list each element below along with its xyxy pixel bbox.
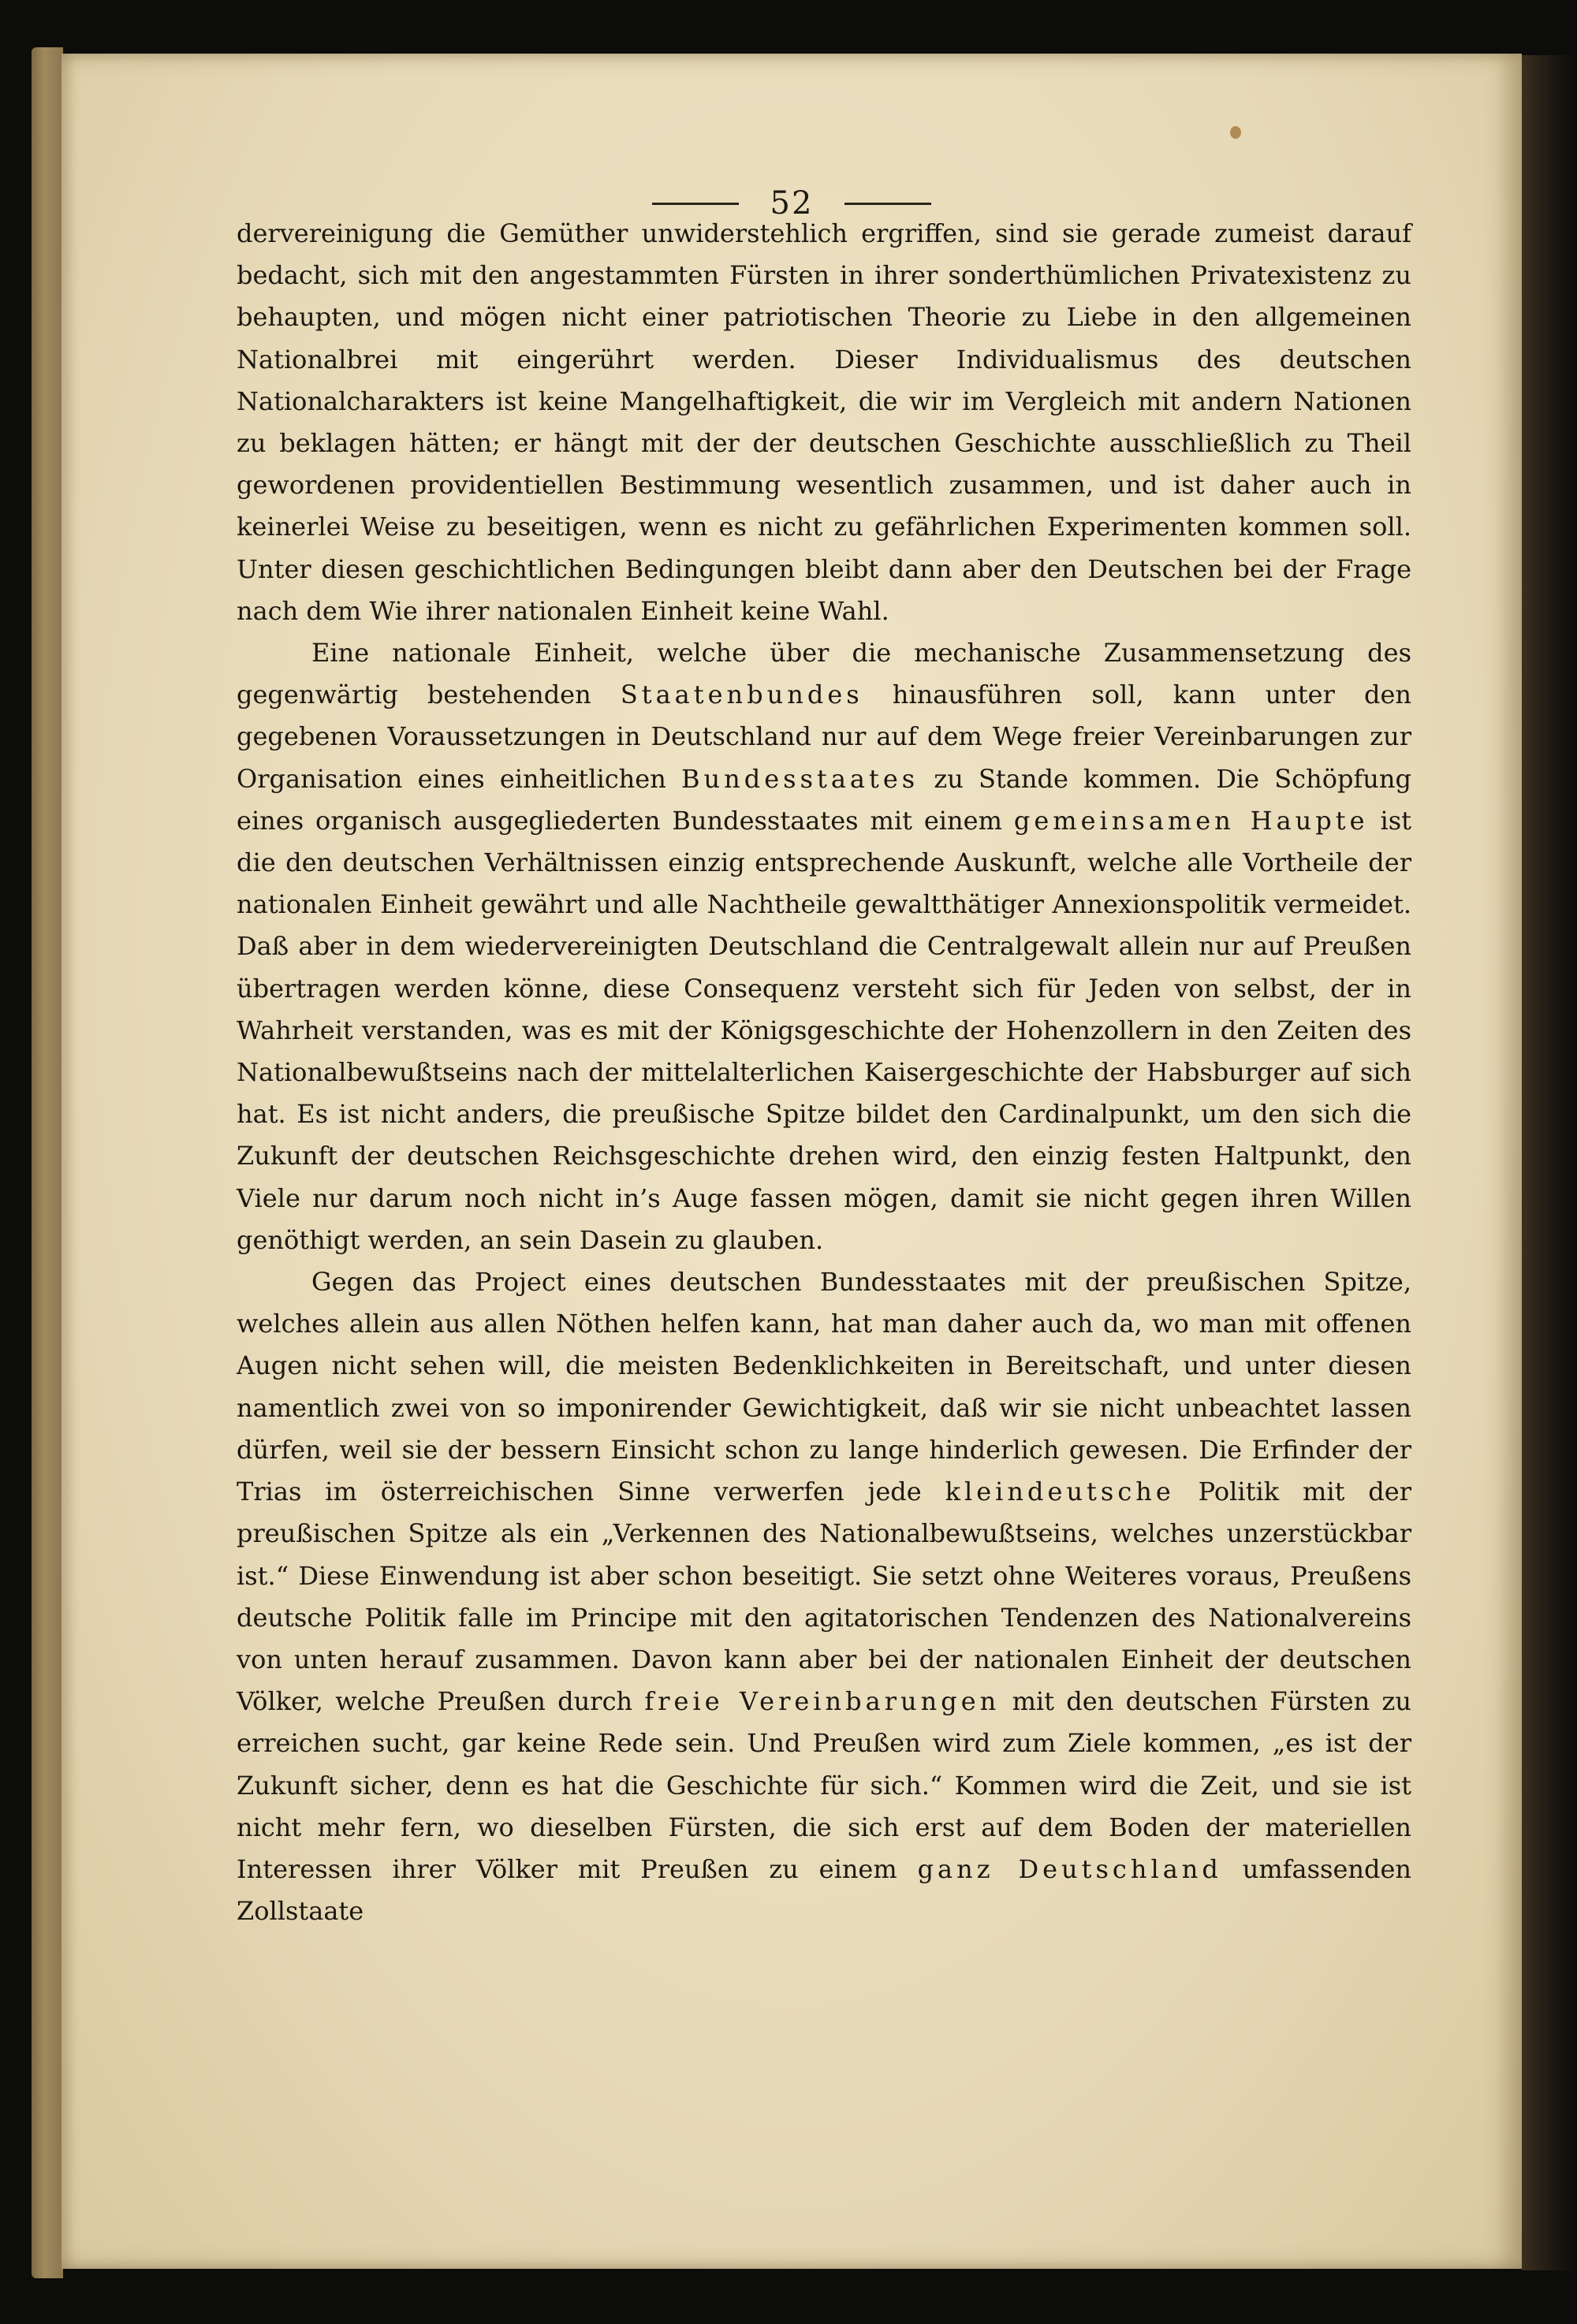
header-rule-right bbox=[844, 203, 931, 205]
paragraph-2 bbox=[237, 632, 1411, 1261]
paragraph-1 bbox=[237, 213, 1411, 632]
text-run: dervereinigung die Gemüther unwiderstehlich ergriffen, sind sie gerade zumeist darauf bedacht, sich mit den angestammten Fürsten in ihrer sonderthümlichen Privatexistenz zu behaupten, und mögen nicht einer patriotischen Theorie zu Liebe in den allgemeinen Nationalbrei mit eingerührt werden. Dieser Individualismus des deutschen Nationalcharakters ist keine Mangelhaftigkeit, die wir im Vergleich mit andern Nationen zu beklagen hätten; er hängt mit der der deutschen Geschichte ausschließlich zu Theil gewordenen providentiellen Bestimmung wesentlich zusammen, und ist daher auch in keinerlei Weise zu beseitigen, wenn es nicht zu gefährlichen Experimenten kommen soll. Unter diesen geschichtlichen Bedingungen bleibt dann aber den Deutschen bei der Frage nach dem Wie ihrer nationalen Einheit keine Wahl. bbox=[237, 218, 1411, 626]
paper-stain bbox=[1230, 126, 1241, 139]
text-run: hinausführen soll, kann unter den gegebenen Voraussetzungen in Deutschland nur auf dem Wege freier Vereinbarungen zur Organisation eines einheitlichen bbox=[237, 680, 1411, 794]
text-run: umfassenden Zollstaate bbox=[237, 1853, 1412, 1927]
text-run: mit den deutschen Fürsten zu erreichen sucht, gar keine Rede sein. Und Preußen wird zum Ziele kommen, „es ist der Zukunft sicher, denn es hat die Geschichte für sich.“ Kommen wird die Zeit, und sie ist nicht mehr fern, wo dieselben Fürsten, die sich erst auf dem Boden der materiellen Interessen ihrer Völker mit Preußen zu einem bbox=[237, 1686, 1412, 1884]
text-run: Gegen das Project eines deutschen Bundesstaates mit der preußischen Spitze, welches allein aus allen Nöthen helfen kann, hat man daher auch da, wo man mit offenen Augen nicht sehen will, die meisten Bedenklichkeiten in Bereitschaft, und unter diesen namentlich zwei von so imponirender Gewichtigkeit, daß wir sie nicht unbeachtet lassen dürfen, weil sie der bessern Einsicht schon zu lange hinderlich gewesen. Die Erfinder der Trias im österreichischen Sinne verwerfen jede bbox=[237, 1267, 1411, 1507]
text-run: Eine nationale Einheit, welche über die mechanische Zusammensetzung des gegenwärtig bestehenden bbox=[237, 638, 1411, 710]
text-run: Politik mit der preußischen Spitze als ein „Verkennen des Nationalbewußtseins, welches unzerstückbar ist.“ Diese Einwendung ist aber schon beseitigt. Sie setzt ohne Weiteres voraus, Preußens deutsche Politik falle im Principe mit den agitatorischen Tendenzen des Nationalvereins von unten herauf zusammen. Davon kann aber bei der nationalen Einheit der deutschen Völker, welche Preußen durch bbox=[237, 1477, 1412, 1717]
header-rule-left bbox=[652, 203, 739, 205]
spaced-emphasis: freie Vereinbarungen bbox=[644, 1686, 1001, 1717]
spaced-emphasis: Staatenbundes bbox=[620, 680, 863, 710]
spaced-emphasis: ganz Deutschland bbox=[917, 1853, 1222, 1884]
text-run: ist die den deutschen Verhältnissen einzig entsprechende Auskunft, welche alle Vortheile der nationalen Einheit gewährt und alle Nachtheile gewaltthätiger Annexionspolitik vermeidet. Daß aber in dem wiedervereinigten Deutschland die Centralgewalt allein nur auf Preußen übertragen werden könne, diese Consequenz versteht sich für Jeden von selbst, der in Wahrheit verstanden, was es mit der Königsgeschichte der Hohenzollern in den Zeiten des Nationalbewußtseins nach der mittelalterlichen Kaisergeschichte der Habsburger auf sich hat. Es ist nicht anders, die preußische Spitze bildet den Cardinalpunkt, um den sich die Zukunft der deutschen Reichsgeschichte drehen wird, den einzig festen Haltpunkt, den Viele nur darum noch nicht in’s Auge fassen mögen, damit sie nicht gegen ihren Willen genöthigt werden, an sein Dasein zu glauben. bbox=[237, 805, 1412, 1255]
text-run: zu Stande kommen. Die Schöpfung eines organisch ausgegliederten Bundesstaates mit einem bbox=[237, 763, 1411, 836]
body-text bbox=[237, 213, 1411, 1932]
spaced-emphasis: kleindeutsche bbox=[945, 1477, 1175, 1507]
spaced-emphasis: Bundesstaates bbox=[680, 763, 919, 794]
page-number: 52 bbox=[770, 185, 814, 222]
gutter-shadow bbox=[1522, 55, 1577, 2270]
book-edge bbox=[32, 47, 63, 2278]
paragraph-3 bbox=[237, 1261, 1411, 1932]
spaced-emphasis: gemeinsamen Haupte bbox=[1013, 805, 1369, 836]
